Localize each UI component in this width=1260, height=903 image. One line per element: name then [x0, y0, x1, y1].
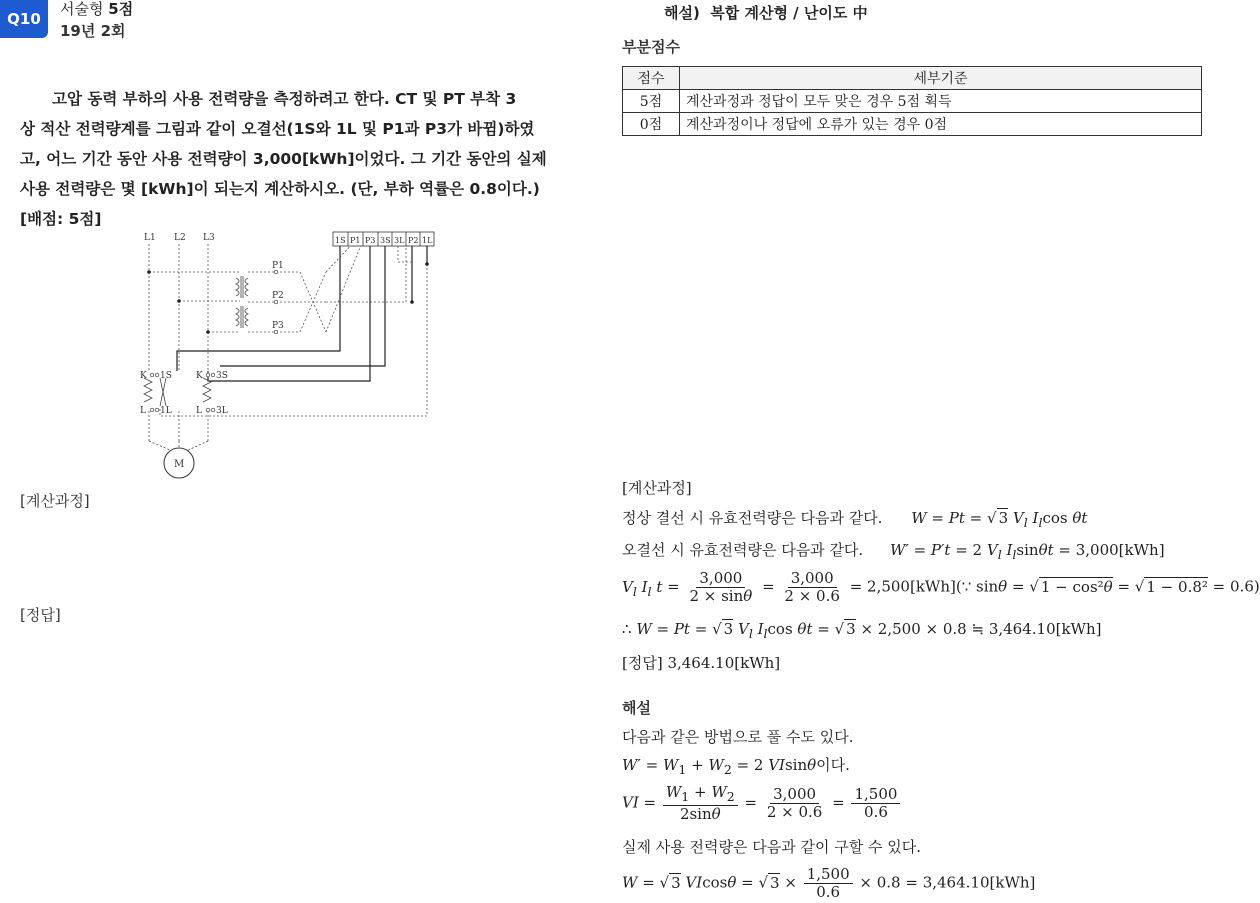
terminal-1l: 1L: [422, 236, 433, 245]
table-cell: 계산과정과 정답이 모두 맞은 경우 5점 획득: [680, 90, 1202, 113]
explanation-text: 실제 사용 전력량은 다음과 같이 구할 수 있다.: [622, 838, 921, 856]
question-number-badge: Q10: [0, 0, 48, 38]
terminal-3s: 3S: [380, 236, 391, 245]
ct1-1s-label: 1S: [160, 371, 172, 381]
ct2-3l-label: 3L: [216, 406, 228, 416]
solution-answer: [정답] 3,464.10[kWh]: [622, 654, 781, 672]
points-label: 5점: [108, 0, 134, 18]
solution-text: 오결선 시 유효전력량은 다음과 같다.: [622, 541, 864, 559]
terminal-3l: 3L: [394, 236, 405, 245]
wiring-diagram: [130, 226, 450, 482]
pt-label-p2: P2: [272, 291, 284, 301]
solution-line-normal: [622, 507, 1087, 530]
solution-line-wrong: [622, 539, 1165, 562]
pt-label-p3: P3: [272, 321, 284, 331]
table-cell: 계산과정이나 정답에 오류가 있는 경우 0점: [680, 113, 1202, 136]
answer-label: [정답]: [20, 606, 61, 624]
terminal-p2: P2: [408, 236, 419, 245]
line-label-l2: L2: [174, 233, 186, 243]
formula-vit: $V_l$ $I_l$ t = $\frac{3,000}{2 \times \sin\theta}$ = $\frac{3,000}{2 \times 0.6}$ = 2,500[kWh](∵ sinθ = √ 1 − cos²θ = √ 1 − 0.8² = 0.6): [622, 569, 1260, 605]
formula-final: W = √ 3 VIcosθ = √ 3 × $\frac{1,500}{0.6}$ × 0.8 = 3,464.10[kWh]: [622, 865, 1036, 901]
solution-calc-label: [계산과정]: [622, 479, 692, 497]
formula-normal: W = Pt = √ 3 $V_l$ $I_l\cos$ θt: [911, 509, 1088, 530]
partial-score-table: [622, 66, 1202, 136]
terminal-p1: P1: [350, 236, 361, 245]
ct1-1l-label: 1L: [160, 406, 172, 416]
ct2-k-label: K: [196, 371, 203, 381]
question-type: [60, 0, 133, 19]
terminal-1s: 1S: [335, 236, 346, 245]
formula-vi: VI = $\frac{W_1 + W_2}{2\sin\theta}$ = $\frac{3,000}{2 \times 0.6}$ = $\frac{1,500}{0.6}$: [622, 784, 902, 823]
table-row: [623, 113, 1202, 136]
table-row: [623, 90, 1202, 113]
ct1-k-label: K: [140, 371, 147, 381]
type-label: 서술형: [60, 0, 104, 18]
question-line: 상 적산 전력량계를 그림과 같이 오결선(1S와 1L 및 P1과 P3가 바뀜)하였: [20, 120, 535, 138]
ct1-l-label: L: [140, 406, 146, 416]
table-header: 점수: [623, 67, 680, 90]
formula-wrong: W′ = P′t = 2 $V_l$ $I_l\sin\theta t = 3,000[kWh]$: [889, 541, 1165, 562]
calc-process-label: [계산과정]: [20, 492, 90, 510]
question-line: 사용 전력량은 몇 [kWh]이 되는지 계산하시오. (단, 부하 역률은 0.8이다.): [20, 180, 540, 198]
question-line: 고압 동력 부하의 사용 전력량을 측정하려고 한다. CT 및 PT 부착 3: [52, 90, 517, 108]
table-header: 세부기준: [680, 67, 1202, 90]
table-cell: 5점: [623, 90, 680, 113]
terminal-p3: P3: [365, 236, 376, 245]
ct2-l-label: L: [196, 406, 202, 416]
formula-w-prime: $W' = W_1 + W_2 = 2$ VIsinθ이다.: [622, 756, 850, 777]
explanation-text: 다음과 같은 방법으로 풀 수도 있다.: [622, 728, 854, 746]
pt-label-p1: P1: [272, 261, 284, 271]
question-line: [배점: 5점]: [20, 210, 102, 228]
solution-header: 해설) 복합 계산형 / 난이도 中: [664, 4, 868, 22]
formula-result: ∴ W = Pt = √ 3 $V_l$ $I_l\cos$ θt = √ 3 × 2,500 × 0.8 ≒ 3,464.10[kWh]: [622, 620, 1102, 641]
solution-text: 정상 결선 시 유효전력량은 다음과 같다.: [622, 509, 883, 527]
table-cell: 0점: [623, 113, 680, 136]
explanation-title: 해설: [622, 699, 651, 717]
table-header-row: [623, 67, 1202, 90]
exam-session: 19년 2회: [60, 22, 126, 40]
ct2-3s-label: 3S: [216, 371, 228, 381]
partial-score-title: 부분점수: [622, 38, 680, 56]
question-text: [20, 84, 558, 234]
motor-label: M: [174, 459, 185, 470]
question-line: 고, 어느 기간 동안 사용 전력량이 3,000[kWh]이었다. 그 기간 동안의 실제: [20, 150, 547, 168]
line-label-l3: L3: [203, 233, 215, 243]
line-label-l1: L1: [144, 233, 156, 243]
